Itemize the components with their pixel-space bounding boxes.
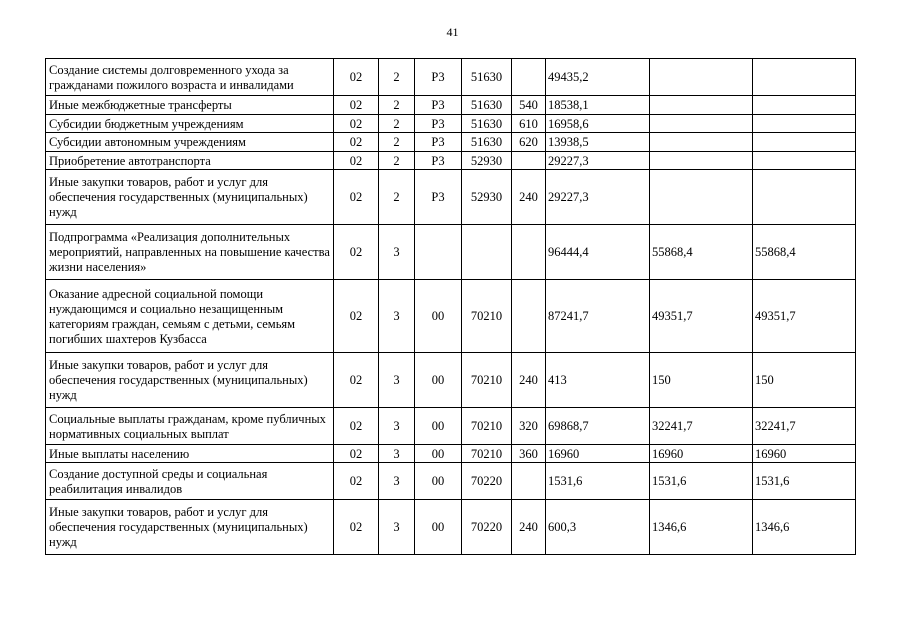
article-code-cell: 70210	[462, 408, 512, 445]
amount-year2-cell	[650, 115, 753, 133]
amount-year1-cell: 13938,5	[546, 133, 650, 152]
program-code-cell: 00	[415, 500, 462, 555]
expense-type-cell: 360	[512, 445, 546, 463]
amount-year3-cell: 1531,6	[753, 463, 856, 500]
amount-year2-cell	[650, 96, 753, 115]
table-row	[46, 225, 856, 280]
item-name-cell: Создание системы долговременного ухода за гражданами пожилого возраста и инвалидами	[46, 59, 334, 96]
item-name-cell: Создание доступной среды и социальная реабилитация инвалидов	[46, 463, 334, 500]
amount-year3-cell: 16960	[753, 445, 856, 463]
amount-year1-cell: 413	[546, 353, 650, 408]
section-code-cell: 02	[334, 500, 379, 555]
table-row	[46, 408, 856, 445]
subsection-code-cell: 3	[379, 280, 415, 353]
amount-year2-cell: 32241,7	[650, 408, 753, 445]
amount-year2-cell	[650, 152, 753, 170]
table-row	[46, 280, 856, 353]
article-code-cell: 70220	[462, 463, 512, 500]
amount-year1-cell: 29227,3	[546, 152, 650, 170]
expense-type-cell: 620	[512, 133, 546, 152]
amount-year2-cell: 49351,7	[650, 280, 753, 353]
amount-year1-cell: 600,3	[546, 500, 650, 555]
amount-year3-cell: 32241,7	[753, 408, 856, 445]
amount-year3-cell: 1346,6	[753, 500, 856, 555]
program-code-cell: P3	[415, 152, 462, 170]
amount-year2-cell: 150	[650, 353, 753, 408]
section-code-cell: 02	[334, 225, 379, 280]
subsection-code-cell: 3	[379, 353, 415, 408]
expense-type-cell	[512, 463, 546, 500]
item-name-cell: Подпрограмма «Реализация дополнительных мероприятий, направленных на повышение качества жизни населения»	[46, 225, 334, 280]
amount-year3-cell	[753, 133, 856, 152]
subsection-code-cell: 2	[379, 96, 415, 115]
article-code-cell: 52930	[462, 152, 512, 170]
table-row	[46, 152, 856, 170]
budget-table-body	[46, 59, 856, 555]
subsection-code-cell: 2	[379, 133, 415, 152]
section-code-cell: 02	[334, 152, 379, 170]
section-code-cell: 02	[334, 96, 379, 115]
item-name-cell: Иные выплаты населению	[46, 445, 334, 463]
table-row	[46, 115, 856, 133]
subsection-code-cell: 2	[379, 152, 415, 170]
article-code-cell: 52930	[462, 170, 512, 225]
expense-type-cell: 240	[512, 170, 546, 225]
program-code-cell: P3	[415, 59, 462, 96]
article-code-cell: 70210	[462, 280, 512, 353]
section-code-cell: 02	[334, 445, 379, 463]
article-code-cell: 70220	[462, 500, 512, 555]
amount-year2-cell	[650, 59, 753, 96]
expense-type-cell: 320	[512, 408, 546, 445]
article-code-cell: 51630	[462, 115, 512, 133]
expense-type-cell	[512, 225, 546, 280]
subsection-code-cell: 3	[379, 445, 415, 463]
amount-year3-cell	[753, 96, 856, 115]
program-code-cell: 00	[415, 463, 462, 500]
table-row	[46, 133, 856, 152]
section-code-cell: 02	[334, 170, 379, 225]
page-number: 41	[446, 25, 459, 39]
section-code-cell: 02	[334, 115, 379, 133]
amount-year3-cell	[753, 170, 856, 225]
amount-year3-cell	[753, 59, 856, 96]
program-code-cell: P3	[415, 133, 462, 152]
amount-year2-cell	[650, 133, 753, 152]
amount-year2-cell	[650, 170, 753, 225]
expense-type-cell	[512, 280, 546, 353]
program-code-cell: 00	[415, 280, 462, 353]
subsection-code-cell: 3	[379, 225, 415, 280]
subsection-code-cell: 2	[379, 170, 415, 225]
item-name-cell: Иные закупки товаров, работ и услуг для обеспечения государственных (муниципальных) нужд	[46, 500, 334, 555]
program-code-cell: 00	[415, 408, 462, 445]
expense-type-cell: 240	[512, 353, 546, 408]
item-name-cell: Приобретение автотранспорта	[46, 152, 334, 170]
amount-year1-cell: 16960	[546, 445, 650, 463]
table-row	[46, 170, 856, 225]
amount-year1-cell: 69868,7	[546, 408, 650, 445]
program-code-cell: P3	[415, 96, 462, 115]
budget-table	[45, 58, 856, 555]
article-code-cell: 51630	[462, 133, 512, 152]
amount-year1-cell: 1531,6	[546, 463, 650, 500]
table-row	[46, 445, 856, 463]
item-name-cell: Субсидии автономным учреждениям	[46, 133, 334, 152]
amount-year3-cell: 49351,7	[753, 280, 856, 353]
amount-year3-cell: 150	[753, 353, 856, 408]
article-code-cell	[462, 225, 512, 280]
section-code-cell: 02	[334, 463, 379, 500]
amount-year1-cell: 18538,1	[546, 96, 650, 115]
amount-year2-cell: 1346,6	[650, 500, 753, 555]
subsection-code-cell: 3	[379, 500, 415, 555]
table-row	[46, 353, 856, 408]
amount-year1-cell: 49435,2	[546, 59, 650, 96]
item-name-cell: Субсидии бюджетным учреждениям	[46, 115, 334, 133]
item-name-cell: Оказание адресной социальной помощи нуждающимся и социально незащищенным категориям граждан, семьям с детьми, семьям погибших шахтеров Кузбасса	[46, 280, 334, 353]
program-code-cell	[415, 225, 462, 280]
table-row	[46, 463, 856, 500]
section-code-cell: 02	[334, 133, 379, 152]
expense-type-cell: 240	[512, 500, 546, 555]
program-code-cell: P3	[415, 115, 462, 133]
amount-year2-cell: 16960	[650, 445, 753, 463]
amount-year2-cell: 55868,4	[650, 225, 753, 280]
program-code-cell: 00	[415, 353, 462, 408]
article-code-cell: 51630	[462, 96, 512, 115]
expense-type-cell	[512, 152, 546, 170]
subsection-code-cell: 2	[379, 115, 415, 133]
item-name-cell: Социальные выплаты гражданам, кроме публичных нормативных социальных выплат	[46, 408, 334, 445]
expense-type-cell: 610	[512, 115, 546, 133]
item-name-cell: Иные межбюджетные трансферты	[46, 96, 334, 115]
amount-year3-cell	[753, 115, 856, 133]
amount-year1-cell: 16958,6	[546, 115, 650, 133]
article-code-cell: 51630	[462, 59, 512, 96]
amount-year3-cell	[753, 152, 856, 170]
article-code-cell: 70210	[462, 445, 512, 463]
amount-year1-cell: 87241,7	[546, 280, 650, 353]
amount-year1-cell: 96444,4	[546, 225, 650, 280]
item-name-cell: Иные закупки товаров, работ и услуг для обеспечения государственных (муниципальных) нужд	[46, 170, 334, 225]
subsection-code-cell: 3	[379, 463, 415, 500]
table-row	[46, 59, 856, 96]
subsection-code-cell: 2	[379, 59, 415, 96]
section-code-cell: 02	[334, 59, 379, 96]
article-code-cell: 70210	[462, 353, 512, 408]
program-code-cell: P3	[415, 170, 462, 225]
amount-year2-cell: 1531,6	[650, 463, 753, 500]
subsection-code-cell: 3	[379, 408, 415, 445]
table-row	[46, 96, 856, 115]
section-code-cell: 02	[334, 408, 379, 445]
amount-year3-cell: 55868,4	[753, 225, 856, 280]
section-code-cell: 02	[334, 280, 379, 353]
section-code-cell: 02	[334, 353, 379, 408]
expense-type-cell	[512, 59, 546, 96]
expense-type-cell: 540	[512, 96, 546, 115]
program-code-cell: 00	[415, 445, 462, 463]
table-row	[46, 500, 856, 555]
amount-year1-cell: 29227,3	[546, 170, 650, 225]
item-name-cell: Иные закупки товаров, работ и услуг для обеспечения государственных (муниципальных) нужд	[46, 353, 334, 408]
